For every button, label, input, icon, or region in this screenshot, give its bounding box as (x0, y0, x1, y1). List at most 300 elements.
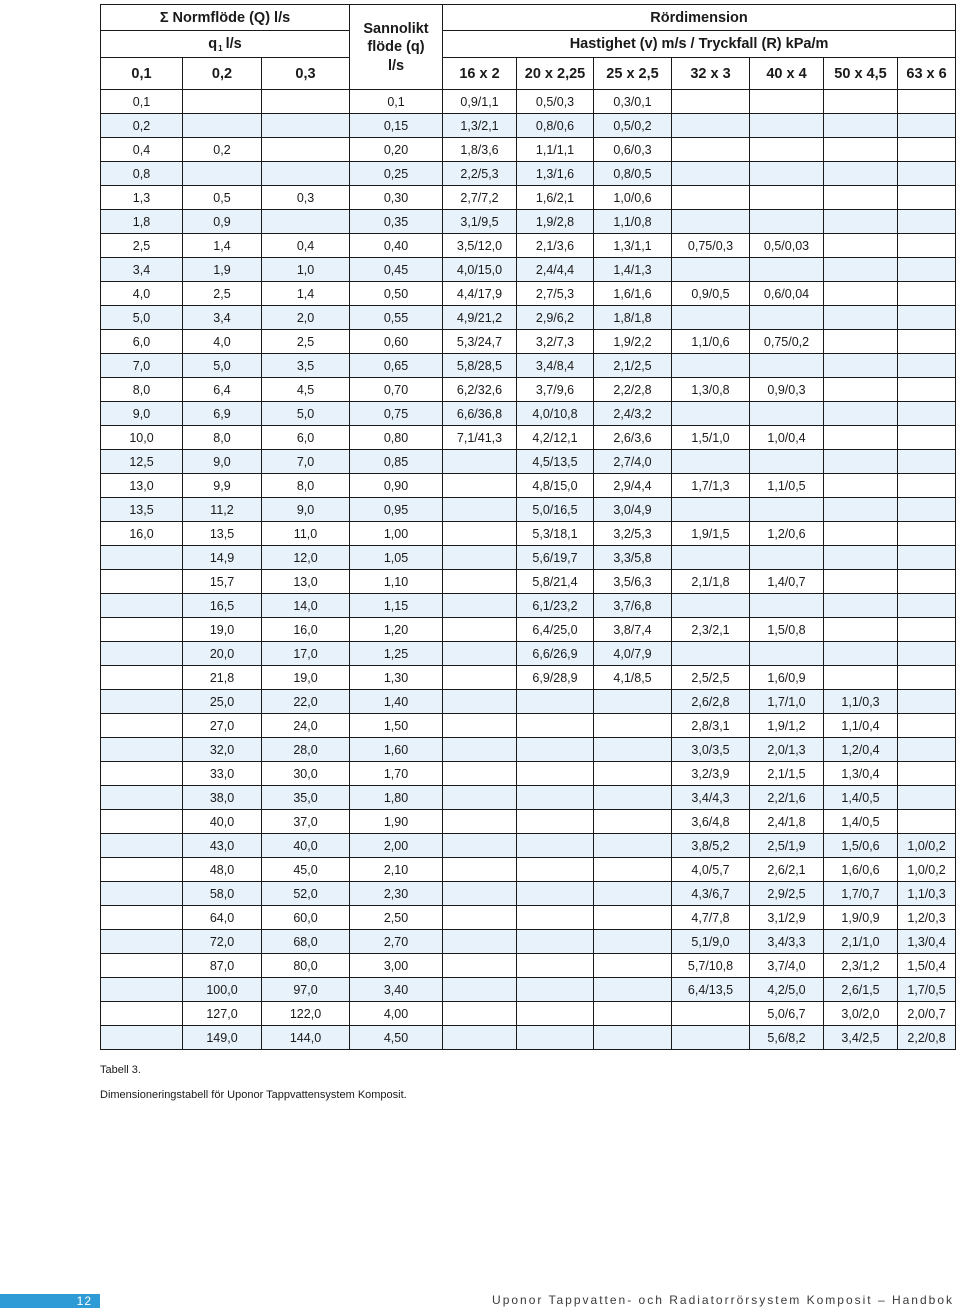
table-cell (824, 666, 898, 690)
table-cell: 12,0 (262, 546, 350, 570)
table-row (101, 858, 956, 882)
table-cell: 5,6/19,7 (517, 546, 594, 570)
table-cell: 2,4/4,4 (517, 258, 594, 282)
table-cell: 3,40 (350, 978, 443, 1002)
table-cell: 32,0 (183, 738, 262, 762)
table-cell (750, 450, 824, 474)
table-cell (443, 1026, 517, 1050)
table-cell: 1,30 (350, 666, 443, 690)
table-cell: 4,1/8,5 (594, 666, 672, 690)
table-cell: 1,6/0,9 (750, 666, 824, 690)
table-row (101, 402, 956, 426)
table-cell: 2,7/4,0 (594, 450, 672, 474)
table-cell (898, 546, 956, 570)
table-row (101, 786, 956, 810)
table-cell (594, 690, 672, 714)
table-cell: 2,1/1,0 (824, 930, 898, 954)
table-cell: 1,0/0,4 (750, 426, 824, 450)
table-cell (672, 306, 750, 330)
table-cell: 1,5/0,4 (898, 954, 956, 978)
table-cell: 12,5 (101, 450, 183, 474)
table-cell: 1,1/0,3 (898, 882, 956, 906)
table-cell (898, 786, 956, 810)
table-cell: 0,6/0,04 (750, 282, 824, 306)
table-cell (898, 354, 956, 378)
table-cell (594, 954, 672, 978)
table-cell: 72,0 (183, 930, 262, 954)
table-cell (898, 378, 956, 402)
table-cell: 10,0 (101, 426, 183, 450)
column-header-row (101, 58, 956, 90)
table-cell (898, 282, 956, 306)
table-cell: 0,85 (350, 450, 443, 474)
table-cell (262, 162, 350, 186)
table-cell (594, 762, 672, 786)
table-cell: 1,2/0,3 (898, 906, 956, 930)
table-cell: 6,9/28,9 (517, 666, 594, 690)
table-cell (898, 642, 956, 666)
table-cell (898, 138, 956, 162)
table-cell: 1,5/0,6 (824, 834, 898, 858)
table-cell: 2,30 (350, 882, 443, 906)
table-cell: 0,30 (350, 186, 443, 210)
table-cell (101, 810, 183, 834)
table-cell: 0,3/0,1 (594, 90, 672, 114)
table-cell: 100,0 (183, 978, 262, 1002)
table-cell: 7,1/41,3 (443, 426, 517, 450)
table-cell: 2,50 (350, 906, 443, 930)
q1-header (101, 31, 350, 58)
table-cell (101, 594, 183, 618)
table-cell: 1,0 (262, 258, 350, 282)
table-cell: 52,0 (262, 882, 350, 906)
table-cell: 0,55 (350, 306, 443, 330)
table-cell: 64,0 (183, 906, 262, 930)
table-cell: 5,0/16,5 (517, 498, 594, 522)
table-cell: 3,8/5,2 (672, 834, 750, 858)
q1-subscript: 1 (218, 43, 223, 53)
table-row (101, 378, 956, 402)
table-cell: 1,1/1,1 (517, 138, 594, 162)
table-cell: 4,5/13,5 (517, 450, 594, 474)
table-row (101, 354, 956, 378)
table-cell: 4,2/5,0 (750, 978, 824, 1002)
table-cell: 40,0 (262, 834, 350, 858)
q1-unit: l/s (225, 35, 242, 52)
pipe-dimension-header: Rördimension (443, 5, 956, 31)
table-cell: 9,0 (101, 402, 183, 426)
table-cell: 37,0 (262, 810, 350, 834)
table-cell (517, 1002, 594, 1026)
table-cell: 4,4/17,9 (443, 282, 517, 306)
table-cell (750, 306, 824, 330)
col-pipe-header: 63 x 6 (898, 58, 956, 90)
table-row (101, 618, 956, 642)
table-cell: 4,0/10,8 (517, 402, 594, 426)
table-cell: 0,1 (101, 90, 183, 114)
table-cell (824, 306, 898, 330)
table-cell: 16,0 (262, 618, 350, 642)
table-row (101, 882, 956, 906)
table-cell: 1,9 (183, 258, 262, 282)
table-cell: 0,75 (350, 402, 443, 426)
table-cell (750, 546, 824, 570)
table-cell: 2,70 (350, 930, 443, 954)
table-row (101, 138, 956, 162)
table-cell: 24,0 (262, 714, 350, 738)
table-cell: 4,7/7,8 (672, 906, 750, 930)
table-cell: 1,3/0,4 (898, 930, 956, 954)
table-cell (183, 90, 262, 114)
table-row (101, 1002, 956, 1026)
table-cell: 3,0/3,5 (672, 738, 750, 762)
table-row (101, 546, 956, 570)
table-cell: 1,4/0,5 (824, 810, 898, 834)
table-cell (672, 1002, 750, 1026)
table-cell: 2,6/1,5 (824, 978, 898, 1002)
table-cell: 2,10 (350, 858, 443, 882)
table-row (101, 162, 956, 186)
table-cell: 43,0 (183, 834, 262, 858)
table-cell (898, 258, 956, 282)
table-cell (824, 642, 898, 666)
table-cell: 0,25 (350, 162, 443, 186)
table-cell (824, 234, 898, 258)
table-cell (443, 618, 517, 642)
dimensioning-table (100, 4, 956, 1050)
table-cell (750, 402, 824, 426)
table-cell (594, 978, 672, 1002)
table-cell (101, 618, 183, 642)
table-cell: 0,45 (350, 258, 443, 282)
col-q-header: 0,2 (183, 58, 262, 90)
table-cell (101, 570, 183, 594)
table-cell (824, 618, 898, 642)
table-cell: 1,4/0,7 (750, 570, 824, 594)
table-cell (672, 402, 750, 426)
table-cell: 0,50 (350, 282, 443, 306)
table-cell (101, 882, 183, 906)
table-label: Tabell 3. (100, 1064, 141, 1076)
table-cell: 5,1/9,0 (672, 930, 750, 954)
table-cell (594, 930, 672, 954)
table-cell: 4,3/6,7 (672, 882, 750, 906)
table-cell: 1,7/1,0 (750, 690, 824, 714)
table-cell: 8,0 (262, 474, 350, 498)
table-cell (750, 498, 824, 522)
table-cell: 1,20 (350, 618, 443, 642)
table-cell (517, 978, 594, 1002)
table-row (101, 426, 956, 450)
probable-flow-header (350, 5, 443, 90)
table-cell (594, 714, 672, 738)
table-cell (443, 858, 517, 882)
table-cell: 5,8/21,4 (517, 570, 594, 594)
table-cell (101, 762, 183, 786)
table-cell (672, 138, 750, 162)
table-cell: 22,0 (262, 690, 350, 714)
table-row (101, 258, 956, 282)
table-cell: 2,0/0,7 (898, 1002, 956, 1026)
table-cell: 0,90 (350, 474, 443, 498)
table-cell: 0,95 (350, 498, 443, 522)
table-cell: 2,5/1,9 (750, 834, 824, 858)
table-cell: 3,7/6,8 (594, 594, 672, 618)
table-cell: 0,5/0,2 (594, 114, 672, 138)
table-cell (594, 858, 672, 882)
table-cell: 1,1/0,3 (824, 690, 898, 714)
col-pipe-header: 25 x 2,5 (594, 58, 672, 90)
table-row (101, 234, 956, 258)
table-cell: 1,0/0,2 (898, 858, 956, 882)
table-cell: 0,9/1,1 (443, 90, 517, 114)
table-cell: 1,80 (350, 786, 443, 810)
table-cell (750, 642, 824, 666)
table-row (101, 714, 956, 738)
table-cell: 1,6/2,1 (517, 186, 594, 210)
probable-flow-unit: l/s (387, 58, 405, 74)
table-cell: 1,8/1,8 (594, 306, 672, 330)
probable-flow-title: Sannolikt flöde (q) (363, 21, 429, 55)
table-cell (443, 738, 517, 762)
table-cell (101, 978, 183, 1002)
table-cell (750, 594, 824, 618)
table-cell: 16,5 (183, 594, 262, 618)
table-row (101, 522, 956, 546)
table-cell: 45,0 (262, 858, 350, 882)
table-cell (443, 450, 517, 474)
table-header (101, 5, 956, 90)
table-cell (898, 162, 956, 186)
table-cell: 1,6/1,6 (594, 282, 672, 306)
table-cell (750, 186, 824, 210)
table-cell: 5,3/18,1 (517, 522, 594, 546)
table-cell: 1,9/1,2 (750, 714, 824, 738)
table-cell (672, 258, 750, 282)
table-cell: 2,4/1,8 (750, 810, 824, 834)
table-cell (101, 1002, 183, 1026)
table-cell (750, 90, 824, 114)
table-cell (898, 762, 956, 786)
velocity-pressure-header: Hastighet (v) m/s / Tryckfall (R) kPa/m (443, 31, 956, 58)
table-cell: 15,7 (183, 570, 262, 594)
table-cell: 0,6/0,3 (594, 138, 672, 162)
table-cell (262, 90, 350, 114)
table-cell: 2,4/3,2 (594, 402, 672, 426)
table-cell: 1,3/2,1 (443, 114, 517, 138)
table-cell: 97,0 (262, 978, 350, 1002)
table-cell: 58,0 (183, 882, 262, 906)
table-cell: 25,0 (183, 690, 262, 714)
table-cell: 38,0 (183, 786, 262, 810)
table-cell: 6,4/25,0 (517, 618, 594, 642)
table-row (101, 978, 956, 1002)
table-cell (898, 90, 956, 114)
table-row (101, 114, 956, 138)
table-cell: 2,9/4,4 (594, 474, 672, 498)
table-cell: 5,0 (262, 402, 350, 426)
table-cell: 13,5 (183, 522, 262, 546)
table-cell: 5,7/10,8 (672, 954, 750, 978)
table-cell (672, 498, 750, 522)
table-cell: 2,6/3,6 (594, 426, 672, 450)
table-cell: 1,05 (350, 546, 443, 570)
table-cell: 3,6/4,8 (672, 810, 750, 834)
table-cell (824, 594, 898, 618)
table-cell: 1,90 (350, 810, 443, 834)
table-cell (101, 666, 183, 690)
table-cell (101, 834, 183, 858)
table-cell: 7,0 (262, 450, 350, 474)
table-cell: 7,0 (101, 354, 183, 378)
table-cell: 3,1/2,9 (750, 906, 824, 930)
table-body (101, 90, 956, 1050)
table-cell (443, 762, 517, 786)
table-cell (517, 858, 594, 882)
col-q-header: 0,1 (101, 58, 183, 90)
table-cell: 2,3/2,1 (672, 618, 750, 642)
table-cell: 2,5 (183, 282, 262, 306)
table-cell: 11,0 (262, 522, 350, 546)
table-cell (101, 546, 183, 570)
table-cell (824, 162, 898, 186)
table-cell: 2,1/1,8 (672, 570, 750, 594)
table-cell: 1,0/0,2 (898, 834, 956, 858)
table-cell (262, 138, 350, 162)
table-cell (101, 930, 183, 954)
table-cell: 1,2/0,4 (824, 738, 898, 762)
norm-flow-header: Σ Normflöde (Q) l/s (101, 5, 350, 31)
col-pipe-header: 16 x 2 (443, 58, 517, 90)
table-cell (262, 210, 350, 234)
table-cell: 3,4/4,3 (672, 786, 750, 810)
table-cell: 0,9 (183, 210, 262, 234)
table-cell (101, 714, 183, 738)
table-cell: 3,8/7,4 (594, 618, 672, 642)
table-cell: 2,3/1,2 (824, 954, 898, 978)
table-cell (898, 498, 956, 522)
table-cell (443, 834, 517, 858)
table-cell (898, 666, 956, 690)
table-cell: 3,2/7,3 (517, 330, 594, 354)
table-cell (443, 546, 517, 570)
table-cell: 1,1/0,6 (672, 330, 750, 354)
table-cell (672, 642, 750, 666)
table-cell (517, 1026, 594, 1050)
table-cell (443, 570, 517, 594)
table-cell (443, 954, 517, 978)
table-cell: 6,0 (101, 330, 183, 354)
col-q-header: 0,3 (262, 58, 350, 90)
table-cell: 3,1/9,5 (443, 210, 517, 234)
table-cell (824, 138, 898, 162)
table-cell (824, 210, 898, 234)
table-cell (443, 1002, 517, 1026)
table-row (101, 498, 956, 522)
table-cell: 0,75/0,2 (750, 330, 824, 354)
table-cell: 1,4 (183, 234, 262, 258)
table-cell (672, 186, 750, 210)
table-cell: 1,9/1,5 (672, 522, 750, 546)
table-cell: 2,2/1,6 (750, 786, 824, 810)
table-cell (443, 522, 517, 546)
table-cell (672, 114, 750, 138)
table-cell: 5,0 (183, 354, 262, 378)
table-cell: 8,0 (183, 426, 262, 450)
table-cell (750, 258, 824, 282)
table-cell: 1,8 (101, 210, 183, 234)
table-cell: 0,40 (350, 234, 443, 258)
table-cell (898, 306, 956, 330)
table-cell (898, 186, 956, 210)
table-cell: 1,5/1,0 (672, 426, 750, 450)
table-cell: 1,2/0,6 (750, 522, 824, 546)
table-cell (898, 474, 956, 498)
table-cell (594, 786, 672, 810)
table-cell: 0,2 (183, 138, 262, 162)
col-pipe-header: 20 x 2,25 (517, 58, 594, 90)
table-cell (824, 90, 898, 114)
table-cell: 3,3/5,8 (594, 546, 672, 570)
table-cell: 4,9/21,2 (443, 306, 517, 330)
table-cell: 1,15 (350, 594, 443, 618)
table-row (101, 906, 956, 930)
table-cell: 1,1/0,5 (750, 474, 824, 498)
table-cell: 5,3/24,7 (443, 330, 517, 354)
table-cell (898, 570, 956, 594)
table-cell: 5,0 (101, 306, 183, 330)
table-cell: 0,4 (101, 138, 183, 162)
table-cell (898, 618, 956, 642)
table-cell: 3,0/2,0 (824, 1002, 898, 1026)
table-cell: 1,3/0,4 (824, 762, 898, 786)
table-cell (824, 354, 898, 378)
table-cell (898, 210, 956, 234)
table-cell (443, 978, 517, 1002)
table-cell (443, 498, 517, 522)
table-cell: 1,4 (262, 282, 350, 306)
table-cell: 0,8/0,6 (517, 114, 594, 138)
table-cell: 11,2 (183, 498, 262, 522)
table-cell (443, 810, 517, 834)
table-cell: 0,5 (183, 186, 262, 210)
table-cell: 0,9/0,5 (672, 282, 750, 306)
table-cell: 9,0 (183, 450, 262, 474)
table-cell: 68,0 (262, 930, 350, 954)
table-cell: 1,60 (350, 738, 443, 762)
table-row (101, 762, 956, 786)
table-cell (898, 594, 956, 618)
table-cell: 2,7/7,2 (443, 186, 517, 210)
table-cell (750, 210, 824, 234)
table-cell (517, 834, 594, 858)
table-row (101, 570, 956, 594)
table-cell (101, 858, 183, 882)
table-cell: 4,50 (350, 1026, 443, 1050)
table-cell: 2,5 (262, 330, 350, 354)
table-cell (824, 570, 898, 594)
table-cell (517, 786, 594, 810)
table-cell: 3,00 (350, 954, 443, 978)
table-cell (183, 114, 262, 138)
table-cell: 20,0 (183, 642, 262, 666)
table-cell: 2,1/3,6 (517, 234, 594, 258)
col-pipe-header: 50 x 4,5 (824, 58, 898, 90)
table-cell: 1,40 (350, 690, 443, 714)
table-cell: 1,9/2,2 (594, 330, 672, 354)
table-cell (517, 762, 594, 786)
table-cell (443, 666, 517, 690)
